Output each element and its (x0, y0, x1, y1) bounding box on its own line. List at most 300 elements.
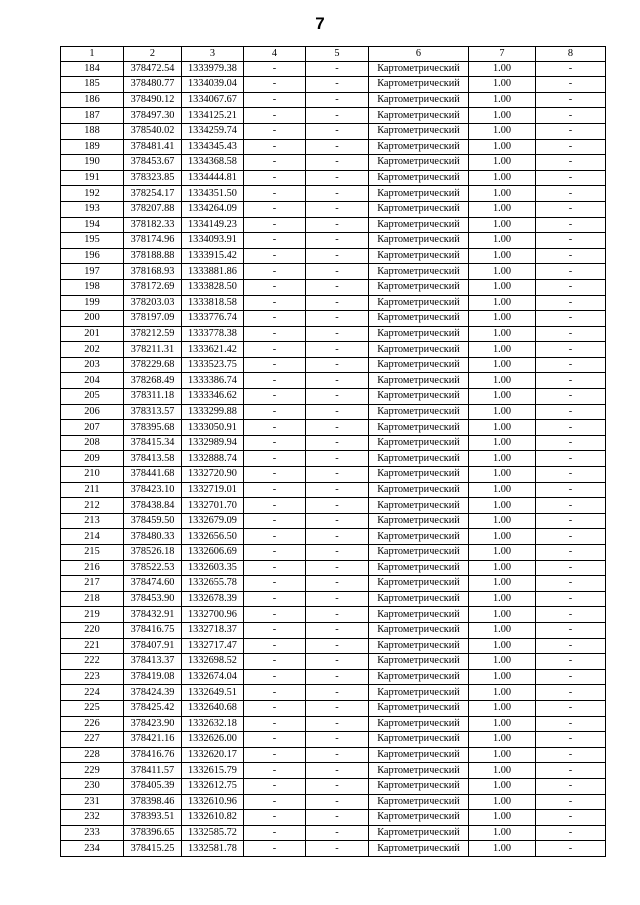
cell-accuracy: 1.00 (469, 357, 536, 373)
cell-col-8: - (536, 170, 606, 186)
cell-accuracy: 1.00 (469, 123, 536, 139)
cell-col-4: - (244, 763, 306, 779)
cell-col-4: - (244, 404, 306, 420)
cell-col-4: - (244, 248, 306, 264)
cell-col-8: - (536, 201, 606, 217)
cell-coord-y: 1332606.69 (182, 545, 244, 561)
cell-coord-x: 378311.18 (124, 389, 182, 405)
cell-accuracy: 1.00 (469, 716, 536, 732)
cell-method: Картометрический (369, 201, 469, 217)
table-row (61, 622, 606, 638)
cell-col-8: - (536, 123, 606, 139)
table-row (61, 186, 606, 202)
cell-coord-x: 378174.96 (124, 233, 182, 249)
cell-coord-y: 1334125.21 (182, 108, 244, 124)
cell-col-8: - (536, 638, 606, 654)
cell-col-5: - (306, 61, 369, 77)
cell-col-5: - (306, 638, 369, 654)
cell-accuracy: 1.00 (469, 92, 536, 108)
cell-col-4: - (244, 685, 306, 701)
cell-coord-x: 378490.12 (124, 92, 182, 108)
table-row (61, 373, 606, 389)
cell-col-5: - (306, 248, 369, 264)
cell-coord-x: 378423.90 (124, 716, 182, 732)
cell-col-4: - (244, 217, 306, 233)
cell-coord-x: 378453.67 (124, 155, 182, 171)
table-row (61, 264, 606, 280)
cell-col-5: - (306, 311, 369, 327)
cell-col-4: - (244, 576, 306, 592)
cell-coord-x: 378203.03 (124, 295, 182, 311)
cell-coord-y: 1333915.42 (182, 248, 244, 264)
cell-method: Картометрический (369, 217, 469, 233)
cell-point-number: 214 (61, 529, 124, 545)
cell-method: Картометрический (369, 732, 469, 748)
cell-point-number: 234 (61, 841, 124, 857)
cell-method: Картометрический (369, 108, 469, 124)
cell-accuracy: 1.00 (469, 170, 536, 186)
cell-point-number: 222 (61, 654, 124, 670)
table-row (61, 467, 606, 483)
cell-method: Картометрический (369, 685, 469, 701)
table-body (61, 61, 606, 856)
cell-accuracy: 1.00 (469, 311, 536, 327)
cell-point-number: 194 (61, 217, 124, 233)
cell-col-4: - (244, 669, 306, 685)
cell-coord-y: 1334444.81 (182, 170, 244, 186)
cell-accuracy: 1.00 (469, 732, 536, 748)
cell-coord-y: 1334093.91 (182, 233, 244, 249)
cell-coord-x: 378254.17 (124, 186, 182, 202)
cell-method: Картометрический (369, 139, 469, 155)
cell-col-8: - (536, 326, 606, 342)
cell-col-8: - (536, 622, 606, 638)
cell-col-4: - (244, 435, 306, 451)
table-row (61, 747, 606, 763)
cell-method: Картометрический (369, 841, 469, 857)
cell-col-4: - (244, 560, 306, 576)
cell-method: Картометрический (369, 498, 469, 514)
cell-col-4: - (244, 357, 306, 373)
table-row (61, 763, 606, 779)
cell-col-5: - (306, 716, 369, 732)
cell-accuracy: 1.00 (469, 560, 536, 576)
cell-accuracy: 1.00 (469, 404, 536, 420)
cell-coord-y: 1332632.18 (182, 716, 244, 732)
cell-col-8: - (536, 451, 606, 467)
cell-coord-x: 378168.93 (124, 264, 182, 280)
cell-col-5: - (306, 451, 369, 467)
cell-col-8: - (536, 482, 606, 498)
cell-point-number: 200 (61, 311, 124, 327)
cell-method: Картометрический (369, 638, 469, 654)
cell-coord-y: 1333979.38 (182, 61, 244, 77)
cell-col-8: - (536, 685, 606, 701)
table-row (61, 342, 606, 358)
cell-col-5: - (306, 669, 369, 685)
cell-accuracy: 1.00 (469, 279, 536, 295)
cell-point-number: 196 (61, 248, 124, 264)
cell-coord-x: 378415.34 (124, 435, 182, 451)
table-row (61, 638, 606, 654)
cell-col-8: - (536, 591, 606, 607)
cell-point-number: 209 (61, 451, 124, 467)
cell-coord-x: 378172.69 (124, 279, 182, 295)
cell-col-4: - (244, 139, 306, 155)
cell-coord-x: 378421.16 (124, 732, 182, 748)
cell-point-number: 208 (61, 435, 124, 451)
cell-accuracy: 1.00 (469, 61, 536, 77)
cell-col-4: - (244, 326, 306, 342)
column-header-col-4: 4 (244, 47, 306, 62)
cell-coord-x: 378407.91 (124, 638, 182, 654)
cell-accuracy: 1.00 (469, 389, 536, 405)
cell-method: Картометрический (369, 591, 469, 607)
cell-col-4: - (244, 529, 306, 545)
cell-point-number: 205 (61, 389, 124, 405)
cell-point-number: 199 (61, 295, 124, 311)
cell-col-8: - (536, 92, 606, 108)
cell-coord-y: 1334149.23 (182, 217, 244, 233)
cell-col-8: - (536, 576, 606, 592)
cell-point-number: 213 (61, 513, 124, 529)
cell-col-5: - (306, 576, 369, 592)
cell-col-4: - (244, 591, 306, 607)
cell-accuracy: 1.00 (469, 77, 536, 93)
cell-col-4: - (244, 311, 306, 327)
cell-method: Картометрический (369, 170, 469, 186)
cell-point-number: 221 (61, 638, 124, 654)
cell-col-8: - (536, 389, 606, 405)
cell-point-number: 206 (61, 404, 124, 420)
cell-col-8: - (536, 217, 606, 233)
table-row (61, 123, 606, 139)
cell-accuracy: 1.00 (469, 264, 536, 280)
cell-col-4: - (244, 420, 306, 436)
cell-accuracy: 1.00 (469, 326, 536, 342)
cell-coord-x: 378416.76 (124, 747, 182, 763)
cell-col-5: - (306, 279, 369, 295)
cell-point-number: 229 (61, 763, 124, 779)
cell-col-5: - (306, 482, 369, 498)
cell-coord-x: 378522.53 (124, 560, 182, 576)
cell-col-4: - (244, 373, 306, 389)
cell-point-number: 230 (61, 778, 124, 794)
cell-accuracy: 1.00 (469, 342, 536, 358)
page-number: 7 (315, 14, 325, 33)
cell-accuracy: 1.00 (469, 545, 536, 561)
cell-coord-x: 378413.37 (124, 654, 182, 670)
cell-accuracy: 1.00 (469, 467, 536, 483)
cell-point-number: 184 (61, 61, 124, 77)
cell-col-4: - (244, 498, 306, 514)
cell-coord-y: 1332719.01 (182, 482, 244, 498)
cell-col-4: - (244, 732, 306, 748)
cell-coord-x: 378313.57 (124, 404, 182, 420)
table-row (61, 311, 606, 327)
cell-accuracy: 1.00 (469, 482, 536, 498)
cell-col-4: - (244, 233, 306, 249)
cell-col-5: - (306, 217, 369, 233)
cell-point-number: 232 (61, 810, 124, 826)
cell-col-8: - (536, 732, 606, 748)
cell-accuracy: 1.00 (469, 825, 536, 841)
cell-col-5: - (306, 560, 369, 576)
cell-col-4: - (244, 77, 306, 93)
cell-accuracy: 1.00 (469, 233, 536, 249)
table-row (61, 217, 606, 233)
cell-col-8: - (536, 763, 606, 779)
cell-col-4: - (244, 841, 306, 857)
cell-coord-x: 378474.60 (124, 576, 182, 592)
cell-method: Картометрический (369, 700, 469, 716)
cell-accuracy: 1.00 (469, 576, 536, 592)
cell-point-number: 191 (61, 170, 124, 186)
cell-method: Картометрический (369, 654, 469, 670)
table-row (61, 357, 606, 373)
cell-col-8: - (536, 61, 606, 77)
cell-col-4: - (244, 467, 306, 483)
cell-method: Картометрический (369, 669, 469, 685)
cell-point-number: 192 (61, 186, 124, 202)
cell-method: Картометрический (369, 451, 469, 467)
cell-method: Картометрический (369, 186, 469, 202)
cell-coord-y: 1332655.78 (182, 576, 244, 592)
cell-point-number: 190 (61, 155, 124, 171)
cell-col-8: - (536, 108, 606, 124)
cell-col-4: - (244, 61, 306, 77)
cell-coord-x: 378212.59 (124, 326, 182, 342)
cell-accuracy: 1.00 (469, 622, 536, 638)
cell-method: Картометрический (369, 545, 469, 561)
cell-coord-x: 378472.54 (124, 61, 182, 77)
cell-col-8: - (536, 186, 606, 202)
cell-coord-y: 1332585.72 (182, 825, 244, 841)
cell-col-5: - (306, 607, 369, 623)
cell-coord-y: 1332720.90 (182, 467, 244, 483)
cell-accuracy: 1.00 (469, 700, 536, 716)
cell-method: Картометрический (369, 264, 469, 280)
cell-coord-x: 378398.46 (124, 794, 182, 810)
column-header-coord-x: 2 (124, 47, 182, 62)
cell-coord-y: 1332640.68 (182, 700, 244, 716)
cell-coord-x: 378438.84 (124, 498, 182, 514)
cell-accuracy: 1.00 (469, 498, 536, 514)
cell-point-number: 217 (61, 576, 124, 592)
table-row (61, 420, 606, 436)
cell-coord-x: 378480.33 (124, 529, 182, 545)
cell-accuracy: 1.00 (469, 186, 536, 202)
cell-col-8: - (536, 513, 606, 529)
cell-coord-y: 1334264.09 (182, 201, 244, 217)
cell-col-8: - (536, 560, 606, 576)
cell-col-8: - (536, 669, 606, 685)
cell-point-number: 210 (61, 467, 124, 483)
cell-col-5: - (306, 77, 369, 93)
cell-col-5: - (306, 654, 369, 670)
cell-point-number: 203 (61, 357, 124, 373)
table-row (61, 778, 606, 794)
cell-coord-y: 1332626.00 (182, 732, 244, 748)
cell-col-5: - (306, 342, 369, 358)
cell-method: Картометрический (369, 763, 469, 779)
cell-coord-x: 378207.88 (124, 201, 182, 217)
table-row (61, 669, 606, 685)
table-row (61, 326, 606, 342)
cell-coord-x: 378229.68 (124, 357, 182, 373)
cell-method: Картометрический (369, 794, 469, 810)
cell-col-5: - (306, 435, 369, 451)
cell-coord-x: 378480.77 (124, 77, 182, 93)
table-row (61, 591, 606, 607)
cell-method: Картометрический (369, 295, 469, 311)
cell-coord-x: 378424.39 (124, 685, 182, 701)
cell-col-8: - (536, 654, 606, 670)
cell-coord-x: 378413.58 (124, 451, 182, 467)
cell-col-5: - (306, 763, 369, 779)
cell-col-5: - (306, 155, 369, 171)
cell-method: Картометрический (369, 529, 469, 545)
cell-col-5: - (306, 92, 369, 108)
cell-accuracy: 1.00 (469, 295, 536, 311)
cell-coord-y: 1334345.43 (182, 139, 244, 155)
cell-method: Картометрический (369, 357, 469, 373)
cell-coord-x: 378425.42 (124, 700, 182, 716)
cell-coord-y: 1334351.50 (182, 186, 244, 202)
cell-col-4: - (244, 825, 306, 841)
cell-col-8: - (536, 747, 606, 763)
cell-col-8: - (536, 139, 606, 155)
cell-method: Картометрический (369, 825, 469, 841)
cell-accuracy: 1.00 (469, 201, 536, 217)
cell-coord-y: 1333621.42 (182, 342, 244, 358)
cell-col-8: - (536, 264, 606, 280)
cell-coord-x: 378197.09 (124, 311, 182, 327)
cell-col-8: - (536, 700, 606, 716)
cell-col-5: - (306, 591, 369, 607)
cell-col-8: - (536, 420, 606, 436)
cell-coord-y: 1332656.50 (182, 529, 244, 545)
cell-accuracy: 1.00 (469, 217, 536, 233)
cell-coord-x: 378432.91 (124, 607, 182, 623)
cell-col-5: - (306, 700, 369, 716)
cell-point-number: 218 (61, 591, 124, 607)
cell-point-number: 227 (61, 732, 124, 748)
table-row (61, 295, 606, 311)
cell-accuracy: 1.00 (469, 108, 536, 124)
cell-coord-x: 378323.85 (124, 170, 182, 186)
cell-col-8: - (536, 841, 606, 857)
cell-point-number: 233 (61, 825, 124, 841)
table-row (61, 685, 606, 701)
cell-col-4: - (244, 170, 306, 186)
cell-coord-x: 378453.90 (124, 591, 182, 607)
table-row (61, 108, 606, 124)
table-row (61, 155, 606, 171)
cell-accuracy: 1.00 (469, 420, 536, 436)
cell-coord-y: 1333778.38 (182, 326, 244, 342)
cell-accuracy: 1.00 (469, 139, 536, 155)
cell-method: Картометрический (369, 778, 469, 794)
cell-method: Картометрический (369, 389, 469, 405)
cell-point-number: 226 (61, 716, 124, 732)
cell-col-5: - (306, 841, 369, 857)
cell-col-4: - (244, 716, 306, 732)
cell-coord-y: 1333828.50 (182, 279, 244, 295)
cell-point-number: 204 (61, 373, 124, 389)
cell-col-5: - (306, 123, 369, 139)
cell-method: Картометрический (369, 607, 469, 623)
table-row (61, 451, 606, 467)
cell-col-5: - (306, 467, 369, 483)
cell-coord-x: 378441.68 (124, 467, 182, 483)
cell-method: Картометрический (369, 279, 469, 295)
table-row (61, 825, 606, 841)
cell-col-5: - (306, 389, 369, 405)
cell-coord-y: 1334259.74 (182, 123, 244, 139)
column-header-coord-y: 3 (182, 47, 244, 62)
cell-col-5: - (306, 295, 369, 311)
cell-method: Картометрический (369, 77, 469, 93)
cell-point-number: 195 (61, 233, 124, 249)
table-row (61, 170, 606, 186)
cell-accuracy: 1.00 (469, 248, 536, 264)
column-header-point-number: 1 (61, 47, 124, 62)
column-header-col-5: 5 (306, 47, 369, 62)
cell-point-number: 202 (61, 342, 124, 358)
cell-coord-y: 1332698.52 (182, 654, 244, 670)
cell-accuracy: 1.00 (469, 841, 536, 857)
cell-col-5: - (306, 747, 369, 763)
cell-method: Картометрический (369, 420, 469, 436)
cell-coord-x: 378211.31 (124, 342, 182, 358)
cell-col-4: - (244, 186, 306, 202)
cell-col-8: - (536, 435, 606, 451)
cell-col-5: - (306, 545, 369, 561)
cell-accuracy: 1.00 (469, 591, 536, 607)
cell-method: Картометрический (369, 482, 469, 498)
cell-coord-y: 1332620.17 (182, 747, 244, 763)
cell-accuracy: 1.00 (469, 747, 536, 763)
cell-col-8: - (536, 467, 606, 483)
cell-col-8: - (536, 825, 606, 841)
cell-accuracy: 1.00 (469, 778, 536, 794)
cell-coord-y: 1333346.62 (182, 389, 244, 405)
cell-col-5: - (306, 186, 369, 202)
cell-col-5: - (306, 264, 369, 280)
table-row (61, 732, 606, 748)
cell-accuracy: 1.00 (469, 529, 536, 545)
cell-col-5: - (306, 233, 369, 249)
cell-col-4: - (244, 451, 306, 467)
cell-coord-y: 1334039.04 (182, 77, 244, 93)
cell-col-4: - (244, 279, 306, 295)
cell-method: Картометрический (369, 342, 469, 358)
cell-col-5: - (306, 108, 369, 124)
cell-col-4: - (244, 638, 306, 654)
cell-col-4: - (244, 622, 306, 638)
cell-point-number: 188 (61, 123, 124, 139)
cell-coord-y: 1332615.79 (182, 763, 244, 779)
cell-coord-y: 1332679.09 (182, 513, 244, 529)
table-row (61, 201, 606, 217)
cell-col-4: - (244, 794, 306, 810)
cell-coord-x: 378497.30 (124, 108, 182, 124)
cell-coord-y: 1332610.82 (182, 810, 244, 826)
cell-coord-y: 1332603.35 (182, 560, 244, 576)
cell-col-5: - (306, 810, 369, 826)
cell-method: Картометрический (369, 248, 469, 264)
